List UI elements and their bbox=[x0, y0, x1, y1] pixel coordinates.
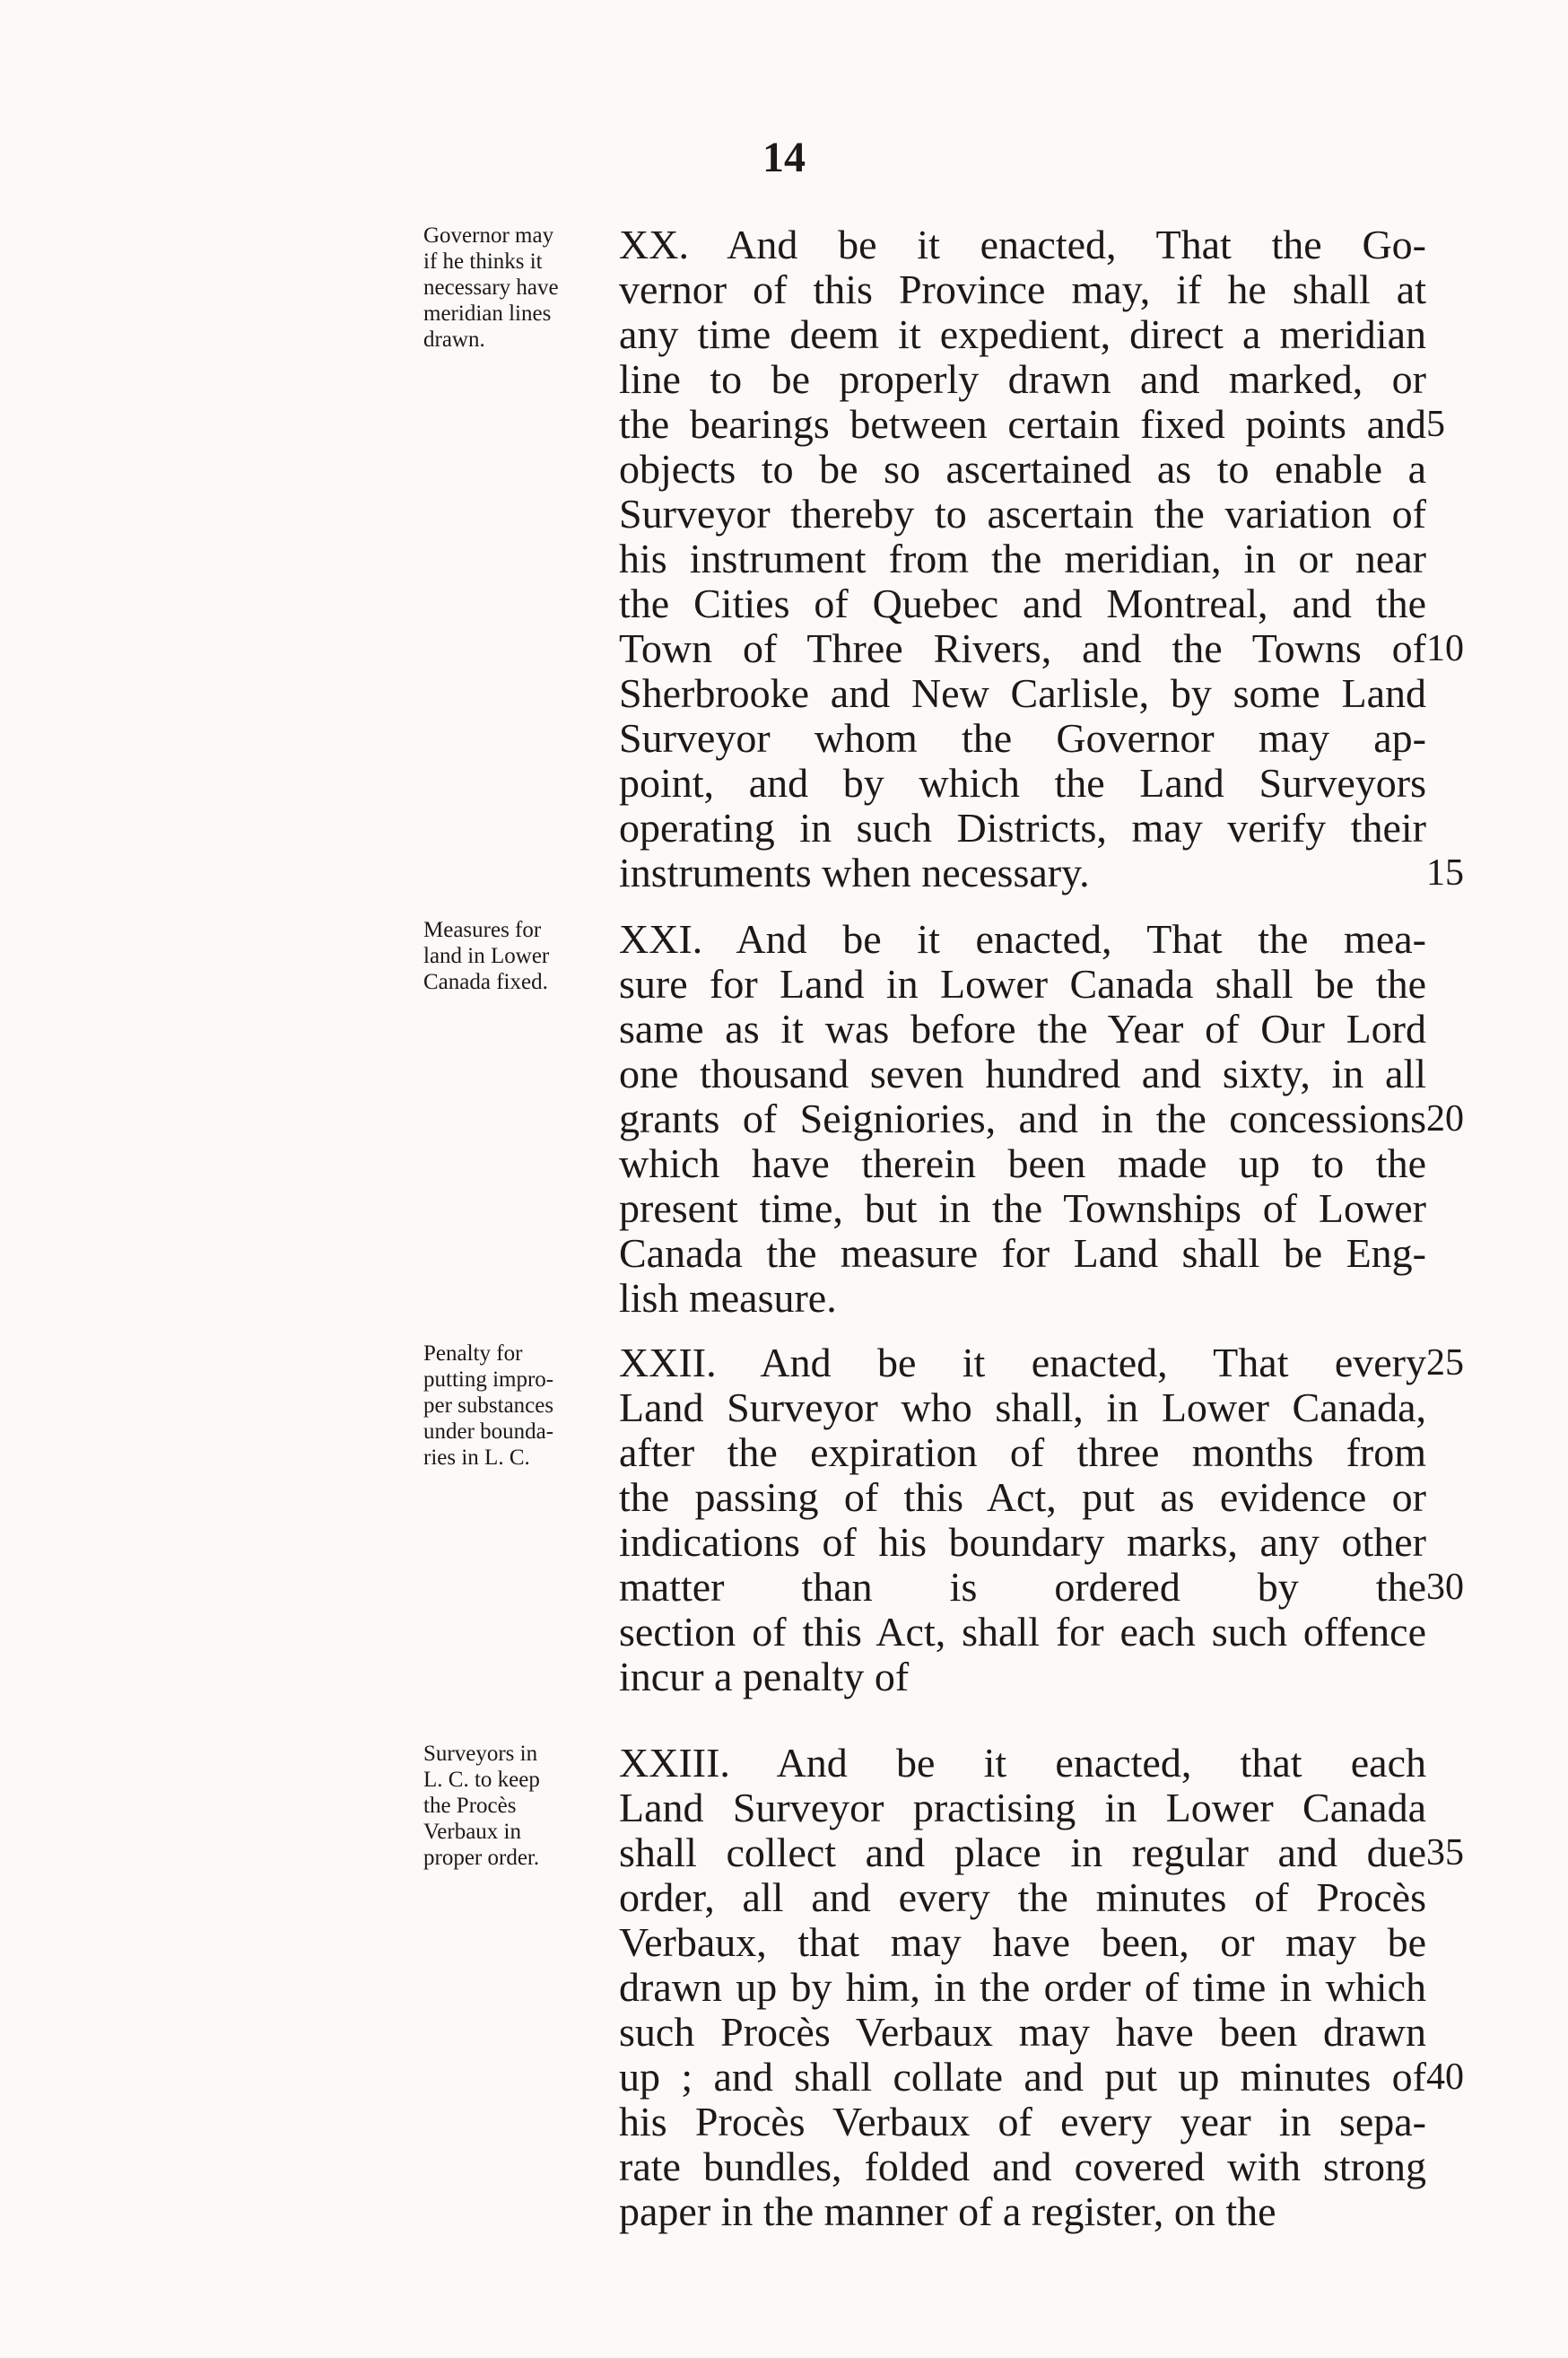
text-line: same as it was before the Year of Our Lord bbox=[619, 1006, 1426, 1052]
margin-note-line: proper order. bbox=[423, 1846, 540, 1870]
margin-note-line: land in Lower bbox=[423, 944, 550, 968]
margin-note-line: per substances bbox=[423, 1393, 554, 1418]
section-text bbox=[619, 917, 1426, 1321]
margin-note-line: Governor may bbox=[423, 223, 554, 248]
text-line: up ; and shall collate and put up minutes of bbox=[619, 2054, 1426, 2100]
margin-note bbox=[423, 223, 616, 353]
margin-note-line: meridian lines bbox=[423, 301, 552, 326]
margin-note bbox=[423, 1341, 616, 1471]
page-number: 14 bbox=[762, 134, 806, 181]
line-number: 15 bbox=[1426, 852, 1464, 894]
margin-note-line: ries in L. C. bbox=[423, 1445, 530, 1470]
line-number: 35 bbox=[1426, 1832, 1464, 1873]
section-text bbox=[619, 223, 1426, 895]
text-line: any time deem it expedient, direct a meridian bbox=[619, 311, 1426, 357]
line-number: 5 bbox=[1426, 404, 1445, 445]
text-line: Land Surveyor practising in Lower Canada bbox=[619, 1785, 1426, 1830]
line-number: 30 bbox=[1426, 1567, 1464, 1608]
text-line: Surveyor thereby to ascertain the variation of bbox=[619, 491, 1426, 537]
text-line: XX. And be it enacted, That the Go- bbox=[619, 222, 1426, 267]
text-line: his Procès Verbaux of every year in sepa- bbox=[619, 2099, 1426, 2144]
text-line: objects to be so ascertained as to enable a bbox=[619, 446, 1426, 492]
text-line: order, all and every the minutes of Procès bbox=[619, 1874, 1426, 1920]
text-line: sure for Land in Lower Canada shall be the bbox=[619, 961, 1426, 1007]
margin-note-line: putting impro- bbox=[423, 1367, 554, 1392]
text-line: Surveyor whom the Governor may ap- bbox=[619, 715, 1426, 761]
margin-note-line: necessary have bbox=[423, 275, 559, 300]
line-number: 40 bbox=[1426, 2057, 1464, 2098]
text-line: rate bundles, folded and covered with strong bbox=[619, 2144, 1426, 2189]
text-line: Town of Three Rivers, and the Towns of bbox=[619, 625, 1426, 671]
text-line: Canada the measure for Land shall be Eng- bbox=[619, 1230, 1426, 1276]
line-number: 10 bbox=[1426, 628, 1464, 669]
margin-note-line: Measures for bbox=[423, 918, 542, 942]
margin-note-line: if he thinks it bbox=[423, 249, 543, 274]
text-line: after the expiration of three months from bbox=[619, 1429, 1426, 1475]
text-line: his instrument from the meridian, in or near bbox=[619, 536, 1426, 581]
text-line: shall collect and place in regular and due bbox=[619, 1830, 1426, 1875]
margin-note-line: Surveyors in bbox=[423, 1742, 538, 1766]
margin-note-line: Penalty for bbox=[423, 1341, 523, 1366]
margin-note-line: Verbaux in bbox=[423, 1820, 521, 1844]
margin-note-line: L. C. to keep bbox=[423, 1768, 540, 1792]
margin-note-line: drawn. bbox=[423, 328, 485, 352]
text-line: Sherbrooke and New Carlisle, by some Land bbox=[619, 670, 1426, 716]
text-line: line to be properly drawn and marked, or bbox=[619, 356, 1426, 402]
text-line: vernor of this Province may, if he shall at bbox=[619, 266, 1426, 312]
text-line: present time, but in the Townships of Lower bbox=[619, 1185, 1426, 1231]
text-line: Land Surveyor who shall, in Lower Canada, bbox=[619, 1384, 1426, 1430]
section-text bbox=[619, 1341, 1426, 1699]
margin-note-line: Canada fixed. bbox=[423, 970, 548, 994]
section-text bbox=[619, 1741, 1426, 2234]
margin-note bbox=[423, 917, 616, 995]
text-line: operating in such Districts, may verify their bbox=[619, 805, 1426, 851]
text-line: matter than is ordered by the bbox=[619, 1564, 1426, 1610]
text-line: XXI. And be it enacted, That the mea- bbox=[619, 916, 1426, 962]
text-line: the bearings between certain fixed points and bbox=[619, 401, 1426, 447]
text-line: incur a penalty of bbox=[619, 1654, 910, 1699]
text-line: point, and by which the Land Surveyors bbox=[619, 760, 1426, 806]
text-line: indications of his boundary marks, any other bbox=[619, 1519, 1426, 1565]
text-line: which have therein been made up to the bbox=[619, 1140, 1426, 1186]
line-number: 25 bbox=[1426, 1342, 1464, 1384]
margin-note-line: under bounda- bbox=[423, 1419, 554, 1444]
text-line: drawn up by him, in the order of time in which bbox=[619, 1964, 1426, 2010]
text-line: XXII. And be it enacted, That every bbox=[619, 1340, 1426, 1385]
margin-note-line: the Procès bbox=[423, 1794, 517, 1818]
text-line: XXIII. And be it enacted, that each bbox=[619, 1740, 1426, 1786]
margin-note bbox=[423, 1741, 616, 1871]
text-line: paper in the manner of a register, on the bbox=[619, 2188, 1276, 2234]
text-line: Verbaux, that may have been, or may be bbox=[619, 1919, 1426, 1965]
text-line: section of this Act, shall for each such offence bbox=[619, 1609, 1426, 1655]
line-number: 20 bbox=[1426, 1098, 1464, 1140]
text-line: instruments when necessary. bbox=[619, 850, 1090, 895]
text-line: the passing of this Act, put as evidence or bbox=[619, 1474, 1426, 1520]
text-line: one thousand seven hundred and sixty, in all bbox=[619, 1051, 1426, 1096]
text-line: such Procès Verbaux may have been drawn bbox=[619, 2009, 1426, 2055]
text-line: the Cities of Quebec and Montreal, and the bbox=[619, 581, 1426, 626]
text-line: grants of Seigniories, and in the concessions bbox=[619, 1096, 1426, 1141]
text-line: lish measure. bbox=[619, 1275, 837, 1321]
